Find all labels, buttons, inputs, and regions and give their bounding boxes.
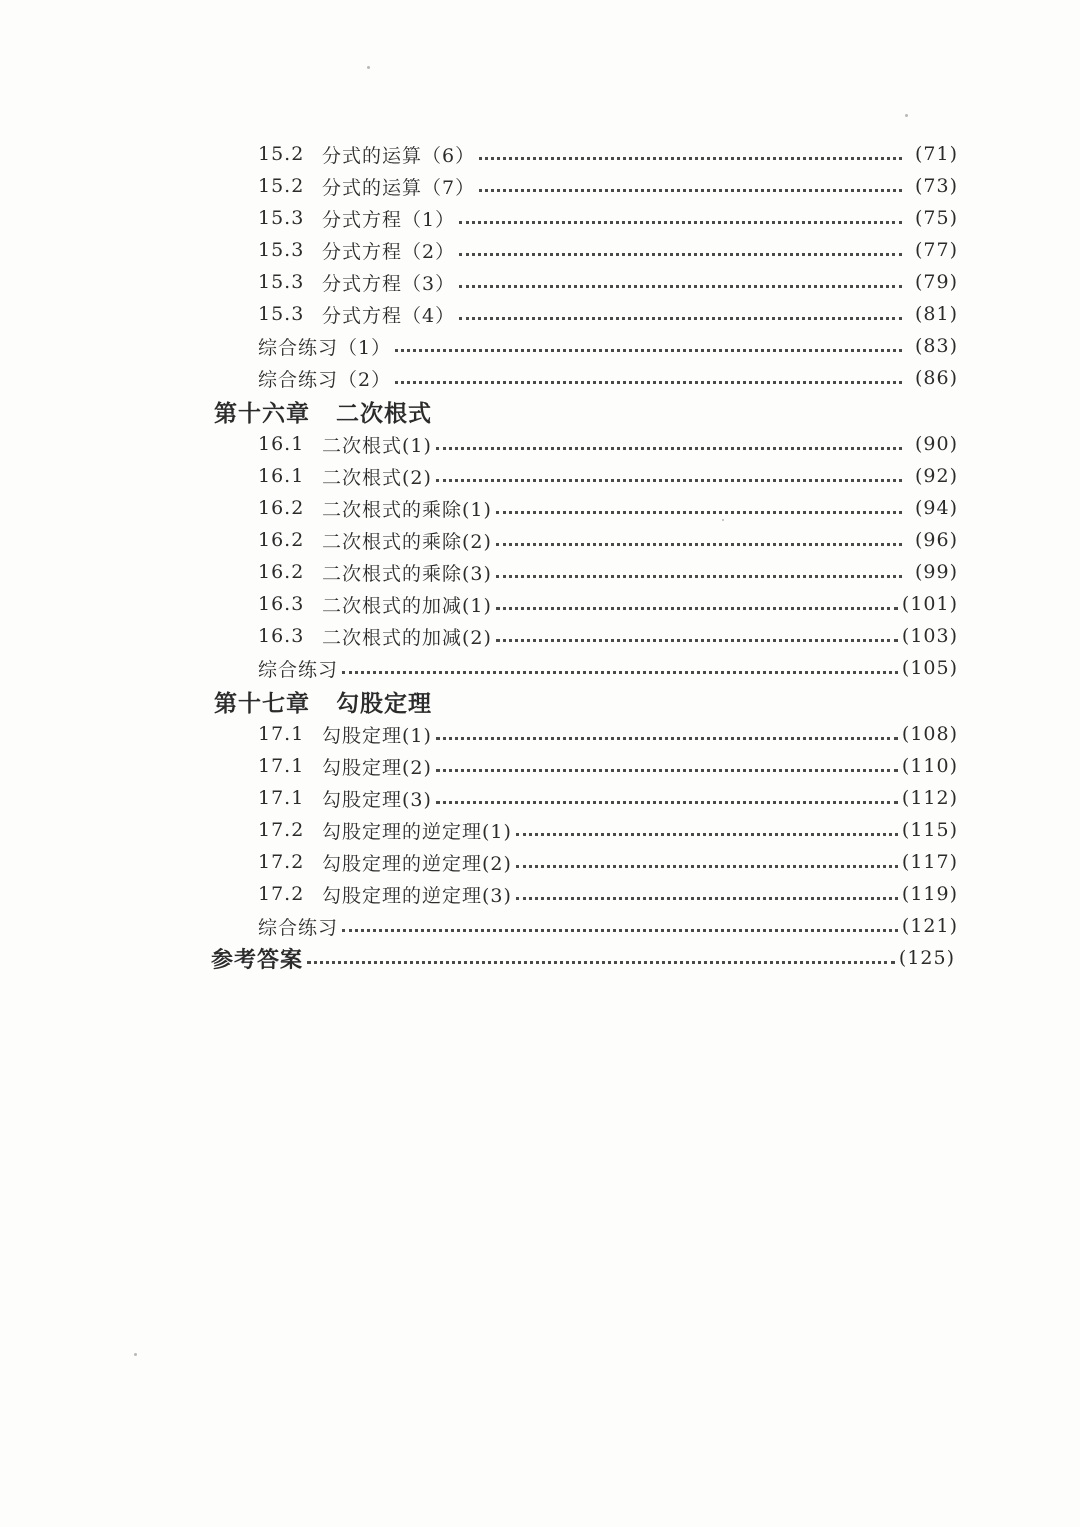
- toc-entry[interactable]: [258, 298, 958, 330]
- section-title: 二次根式的乘除(3): [322, 562, 492, 585]
- page-number: (92): [914, 465, 958, 487]
- chapter-label: 第十七章: [214, 689, 310, 717]
- section-title: 勾股定理(3): [322, 788, 432, 811]
- toc-entry[interactable]: [258, 202, 958, 234]
- dot-leader: [459, 284, 902, 288]
- page-number: (119): [901, 883, 958, 905]
- dot-leader: [459, 316, 902, 320]
- section-number: 16.1: [258, 465, 305, 487]
- page-number: (99): [914, 561, 958, 583]
- page-number: (79): [914, 271, 958, 293]
- section-number: 15.3: [258, 303, 305, 325]
- page-number: (108): [901, 723, 958, 745]
- section-title: 二次根式的乘除(2): [322, 530, 492, 553]
- section-number: 15.2: [258, 143, 305, 165]
- toc-entry[interactable]: [258, 588, 958, 620]
- dot-leader: [459, 252, 902, 256]
- page-number: (103): [901, 625, 958, 647]
- scan-speck: [905, 114, 908, 117]
- page-number: (75): [914, 207, 958, 229]
- section-title: 勾股定理的逆定理(3): [322, 884, 512, 907]
- toc-entry[interactable]: [258, 782, 958, 814]
- toc-entry[interactable]: [258, 460, 958, 492]
- toc-entry[interactable]: [258, 718, 958, 750]
- section-title: 勾股定理的逆定理(1): [322, 820, 512, 843]
- chapter-title: 二次根式: [336, 399, 432, 427]
- toc-entry[interactable]: [258, 492, 958, 524]
- page-number: (110): [901, 755, 958, 777]
- dot-leader: [395, 380, 902, 384]
- scan-speck: [367, 66, 370, 69]
- section-title: 二次根式(2): [322, 466, 432, 489]
- section-title: 分式的运算（6）: [322, 144, 476, 167]
- exercise-title: 综合练习（2）: [258, 368, 392, 391]
- section-number: 16.1: [258, 433, 305, 455]
- page-number: (86): [914, 367, 958, 389]
- dot-leader: [436, 736, 898, 740]
- section-number: 17.2: [258, 819, 305, 841]
- dot-leader: [436, 800, 898, 804]
- dot-leader: [496, 510, 902, 514]
- toc-entry[interactable]: [258, 750, 958, 782]
- page-number: (117): [901, 851, 958, 873]
- toc-entry-answers[interactable]: [211, 942, 955, 974]
- section-number: 17.1: [258, 755, 305, 777]
- exercise-title: 综合练习: [258, 916, 339, 939]
- section-number: 16.3: [258, 625, 305, 647]
- toc-entry[interactable]: [258, 266, 958, 298]
- section-number: 15.3: [258, 207, 305, 229]
- dot-leader: [342, 670, 898, 674]
- toc-entry[interactable]: [258, 878, 958, 910]
- page-number: (121): [901, 915, 958, 937]
- toc-entry-exercise[interactable]: [258, 330, 958, 362]
- section-title: 分式方程（3）: [322, 272, 456, 295]
- section-number: 16.2: [258, 529, 305, 551]
- page-number: (125): [898, 947, 955, 969]
- dot-leader: [459, 220, 902, 224]
- toc-entry[interactable]: [258, 620, 958, 652]
- exercise-title: 综合练习: [258, 658, 339, 681]
- chapter-label: 第十六章: [214, 399, 310, 427]
- dot-leader: [496, 542, 902, 546]
- dot-leader: [516, 832, 898, 836]
- toc-entry[interactable]: [258, 524, 958, 556]
- section-title: 分式方程（1）: [322, 208, 456, 231]
- section-number: 17.2: [258, 851, 305, 873]
- page-number: (71): [914, 143, 958, 165]
- page-number: (81): [914, 303, 958, 325]
- dot-leader: [496, 574, 902, 578]
- section-title: 勾股定理(1): [322, 724, 432, 747]
- page-number: (90): [914, 433, 958, 455]
- dot-leader: [516, 896, 898, 900]
- section-number: 16.3: [258, 593, 305, 615]
- page-number: (105): [901, 657, 958, 679]
- section-number: 17.1: [258, 787, 305, 809]
- section-number: 16.2: [258, 497, 305, 519]
- page-number: (94): [914, 497, 958, 519]
- section-number: 15.3: [258, 239, 305, 261]
- dot-leader: [496, 638, 898, 642]
- toc-entry-exercise[interactable]: [258, 652, 958, 684]
- scan-speck: [134, 1353, 137, 1356]
- toc-entry[interactable]: [258, 170, 958, 202]
- answers-title: 参考答案: [211, 946, 304, 973]
- toc-entry[interactable]: [258, 138, 958, 170]
- dot-leader: [479, 156, 902, 160]
- chapter-heading[interactable]: [214, 394, 958, 428]
- page-number: (112): [901, 787, 958, 809]
- dot-leader: [342, 928, 898, 932]
- dot-leader: [496, 606, 898, 610]
- section-title: 二次根式的乘除(1): [322, 498, 492, 521]
- toc-entry-exercise[interactable]: [258, 910, 958, 942]
- section-number: 17.2: [258, 883, 305, 905]
- section-title: 勾股定理(2): [322, 756, 432, 779]
- page-number: (73): [914, 175, 958, 197]
- section-title: 分式方程（2）: [322, 240, 456, 263]
- toc-entry[interactable]: [258, 234, 958, 266]
- page-number: (101): [901, 593, 958, 615]
- chapter-heading[interactable]: [214, 684, 958, 718]
- dot-leader: [479, 188, 902, 192]
- section-title: 二次根式(1): [322, 434, 432, 457]
- exercise-title: 综合练习（1）: [258, 336, 392, 359]
- section-number: 16.2: [258, 561, 305, 583]
- toc-entry[interactable]: [258, 814, 958, 846]
- table-of-contents: [0, 138, 1080, 974]
- toc-entry-exercise[interactable]: [258, 362, 958, 394]
- toc-entry[interactable]: [258, 556, 958, 588]
- page-number: (115): [901, 819, 958, 841]
- dot-leader: [307, 960, 895, 964]
- dot-leader: [516, 864, 898, 868]
- section-number: 15.2: [258, 175, 305, 197]
- section-title: 分式的运算（7）: [322, 176, 476, 199]
- toc-entry[interactable]: [258, 428, 958, 460]
- section-title: 分式方程（4）: [322, 304, 456, 327]
- dot-leader: [436, 446, 902, 450]
- page-number: (77): [914, 239, 958, 261]
- section-number: 17.1: [258, 723, 305, 745]
- chapter-title: 勾股定理: [336, 689, 432, 717]
- section-title: 二次根式的加减(1): [322, 594, 492, 617]
- page-number: (83): [914, 335, 958, 357]
- dot-leader: [436, 478, 902, 482]
- toc-entry[interactable]: [258, 846, 958, 878]
- dot-leader: [395, 348, 902, 352]
- section-number: 15.3: [258, 271, 305, 293]
- section-title: 二次根式的加减(2): [322, 626, 492, 649]
- dot-leader: [436, 768, 898, 772]
- page-number: (96): [914, 529, 958, 551]
- section-title: 勾股定理的逆定理(2): [322, 852, 512, 875]
